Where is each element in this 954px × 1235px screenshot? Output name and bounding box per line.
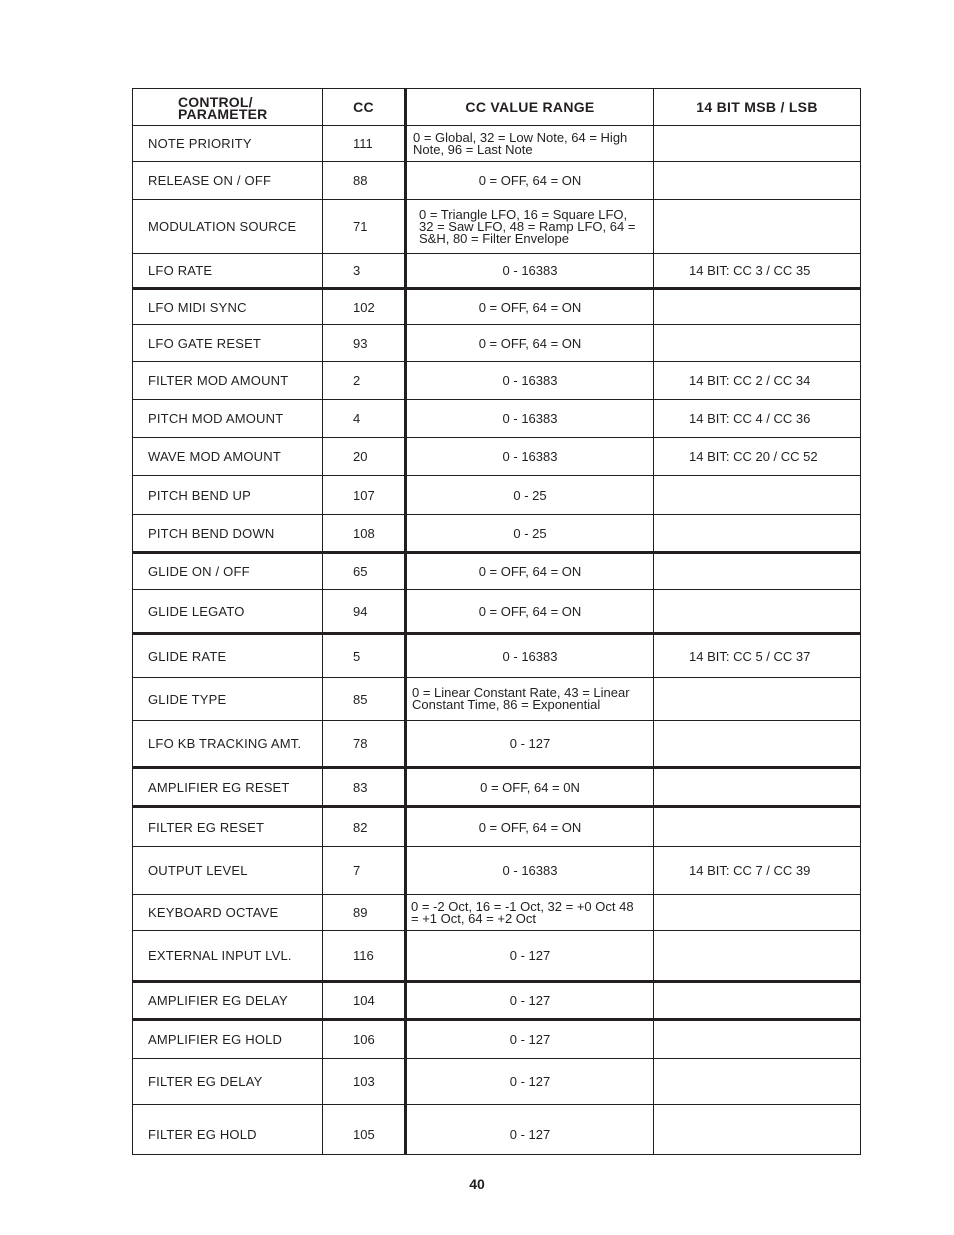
parameter-name: KEYBOARD OCTAVE [133,895,323,931]
cc-number: 7 [323,847,406,895]
cc-number: 111 [323,126,406,162]
cc-value-range: 0 - 127 [406,1105,654,1155]
cc-number: 103 [323,1059,406,1105]
cc-value-range: 0 - 127 [406,982,654,1020]
table-row [133,362,861,400]
cc-value-range: 0 = OFF, 64 = ON [406,289,654,325]
table-row [133,807,861,847]
cc-value-range: 0 = OFF, 64 = ON [406,590,654,634]
cc-value-range: 0 - 127 [406,1059,654,1105]
cc-number: 3 [323,254,406,289]
msb-lsb: 14 BIT: CC 20 / CC 52 [654,438,861,476]
msb-lsb [654,590,861,634]
cc-number: 71 [323,200,406,254]
msb-lsb [654,289,861,325]
table-row [133,200,861,254]
parameter-name: LFO MIDI SYNC [133,289,323,325]
cc-number: 85 [323,678,406,721]
cc-number: 20 [323,438,406,476]
header-cc: CC [323,89,406,126]
cc-value-range: 0 = Global, 32 = Low Note, 64 = High Note, 96 = Last Note [406,126,654,162]
cc-value-range: 0 - 16383 [406,438,654,476]
table-row [133,721,861,768]
parameter-name: GLIDE TYPE [133,678,323,721]
parameter-name: FILTER EG RESET [133,807,323,847]
msb-lsb [654,982,861,1020]
cc-number: 88 [323,162,406,200]
cc-number: 106 [323,1020,406,1059]
parameter-name: AMPLIFIER EG HOLD [133,1020,323,1059]
header-14bit-msb-lsb: 14 BIT MSB / LSB [654,89,861,126]
cc-number: 107 [323,476,406,515]
msb-lsb [654,476,861,515]
parameter-name: EXTERNAL INPUT LVL. [133,931,323,982]
cc-number: 78 [323,721,406,768]
table-row [133,438,861,476]
cc-number: 105 [323,1105,406,1155]
msb-lsb [654,200,861,254]
cc-number: 4 [323,400,406,438]
header-cc-value-range: CC VALUE RANGE [406,89,654,126]
cc-value-range: 0 - 25 [406,515,654,553]
parameter-name: AMPLIFIER EG DELAY [133,982,323,1020]
table-row [133,931,861,982]
msb-lsb: 14 BIT: CC 2 / CC 34 [654,362,861,400]
cc-value-range: 0 - 127 [406,1020,654,1059]
parameter-name: PITCH BEND UP [133,476,323,515]
table-header-row [133,89,861,126]
table-row [133,553,861,590]
table-row [133,162,861,200]
msb-lsb [654,768,861,807]
cc-value-range: 0 - 16383 [406,847,654,895]
cc-value-range: 0 - 16383 [406,254,654,289]
cc-number: 102 [323,289,406,325]
table-row [133,126,861,162]
table-row [133,768,861,807]
table-row [133,634,861,678]
cc-value-range: 0 = OFF, 64 = ON [406,807,654,847]
table-row [133,590,861,634]
msb-lsb [654,721,861,768]
msb-lsb: 14 BIT: CC 4 / CC 36 [654,400,861,438]
cc-value-range: 0 - 25 [406,476,654,515]
page-number: 40 [469,1176,485,1192]
parameter-name: PITCH MOD AMOUNT [133,400,323,438]
header-control-parameter: CONTROL/ PARAMETER [133,89,323,126]
msb-lsb: 14 BIT: CC 7 / CC 39 [654,847,861,895]
table-row [133,1020,861,1059]
cc-value-range: 0 = Linear Constant Rate, 43 = Linear Constant Time, 86 = Exponential [406,678,654,721]
parameter-name: FILTER EG DELAY [133,1059,323,1105]
parameter-name: PITCH BEND DOWN [133,515,323,553]
table-row [133,982,861,1020]
msb-lsb [654,515,861,553]
table-row [133,325,861,362]
parameter-name: OUTPUT LEVEL [133,847,323,895]
msb-lsb [654,553,861,590]
msb-lsb [654,1105,861,1155]
msb-lsb [654,1020,861,1059]
parameter-name: FILTER EG HOLD [133,1105,323,1155]
parameter-name: AMPLIFIER EG RESET [133,768,323,807]
parameter-name: GLIDE ON / OFF [133,553,323,590]
parameter-name: LFO KB TRACKING AMT. [133,721,323,768]
cc-value-range: 0 - 127 [406,931,654,982]
table-row [133,476,861,515]
cc-number: 83 [323,768,406,807]
table-row [133,289,861,325]
msb-lsb [654,895,861,931]
parameter-name: NOTE PRIORITY [133,126,323,162]
cc-number: 104 [323,982,406,1020]
parameter-name: WAVE MOD AMOUNT [133,438,323,476]
cc-number: 65 [323,553,406,590]
msb-lsb [654,162,861,200]
msb-lsb: 14 BIT: CC 5 / CC 37 [654,634,861,678]
midi-cc-table-container [132,88,860,1155]
midi-cc-table [132,88,861,1155]
cc-number: 5 [323,634,406,678]
cc-value-range: 0 = OFF, 64 = 0N [406,768,654,807]
cc-value-range: 0 = OFF, 64 = ON [406,162,654,200]
cc-number: 108 [323,515,406,553]
cc-value-range: 0 = Triangle LFO, 16 = Square LFO, 32 = Saw LFO, 48 = Ramp LFO, 64 = S&H, 80 = Filter Envelope [406,200,654,254]
table-row [133,254,861,289]
cc-number: 93 [323,325,406,362]
table-row [133,515,861,553]
msb-lsb [654,678,861,721]
table-row [133,847,861,895]
table-row [133,1105,861,1155]
parameter-name: RELEASE ON / OFF [133,162,323,200]
msb-lsb: 14 BIT: CC 3 / CC 35 [654,254,861,289]
msb-lsb [654,1059,861,1105]
parameter-name: FILTER MOD AMOUNT [133,362,323,400]
table-row [133,400,861,438]
cc-number: 116 [323,931,406,982]
cc-number: 94 [323,590,406,634]
cc-value-range: 0 - 127 [406,721,654,768]
cc-value-range: 0 - 16383 [406,400,654,438]
cc-value-range: 0 - 16383 [406,362,654,400]
cc-value-range: 0 - 16383 [406,634,654,678]
parameter-name: LFO GATE RESET [133,325,323,362]
cc-value-range: 0 = OFF, 64 = ON [406,553,654,590]
msb-lsb [654,931,861,982]
msb-lsb [654,126,861,162]
cc-value-range: 0 = OFF, 64 = ON [406,325,654,362]
cc-number: 89 [323,895,406,931]
msb-lsb [654,807,861,847]
cc-number: 82 [323,807,406,847]
table-row [133,1059,861,1105]
parameter-name: MODULATION SOURCE [133,200,323,254]
parameter-name: LFO RATE [133,254,323,289]
table-row [133,678,861,721]
msb-lsb [654,325,861,362]
table-row [133,895,861,931]
parameter-name: GLIDE LEGATO [133,590,323,634]
cc-number: 2 [323,362,406,400]
cc-value-range: 0 = -2 Oct, 16 = -1 Oct, 32 = +0 Oct 48 = +1 Oct, 64 = +2 Oct [406,895,654,931]
parameter-name: GLIDE RATE [133,634,323,678]
